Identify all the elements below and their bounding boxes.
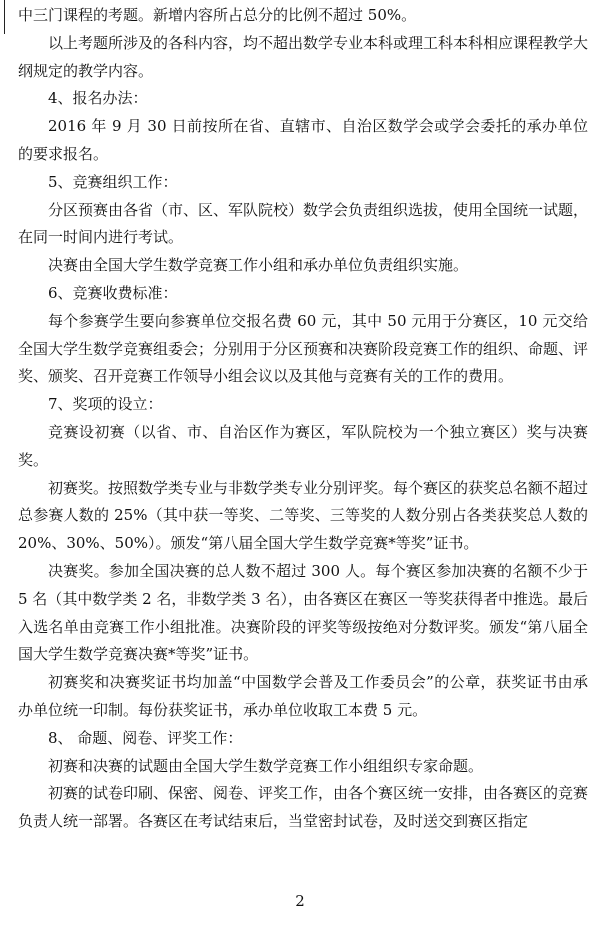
section-heading: 6、竞赛收费标准： (48, 283, 178, 302)
body-text (18, 2, 588, 836)
margin-rule (4, 0, 5, 34)
paragraph: 竞赛设初赛（以省、市、自治区作为赛区，军队院校为一个独立赛区）奖与决赛奖。 (18, 422, 588, 469)
paragraph: 初赛奖和决赛奖证书均加盖“中国数学会普及工作委员会”的公章，获奖证书由承办单位统一印制。每份获奖证书，承办单位收取工本费 5 元。 (18, 673, 588, 719)
paragraph: 2016 年 9 月 30 日前按所在省、直辖市、自治区数学会或学会委托的承办单位的要求报名。 (18, 117, 588, 163)
section-heading: 8、 命题、阅卷、评奖工作： (48, 728, 243, 747)
paragraph: 初赛奖。按照数学类专业与非数学类专业分别评奖。每个赛区的获奖总名额不超过总参赛人数的 25%（其中获一等奖、二等奖、三等奖的人数分别占各类获奖总人数的 20%、30%、50%）。颁发“第八届全国大学生数学竞赛*等奖”证书。 (18, 478, 589, 553)
section-heading: 5、竞赛组织工作： (48, 172, 178, 191)
paragraph: 决赛奖。参加全国决赛的总人数不超过 300 人。每个赛区参加决赛的名额不少于 5 名（其中数学类 2 名，非数学类 3 名），由各赛区在赛区一等奖获得者中推选。最后入选名单由竞赛工作小组批准。决赛阶段的评奖等级按绝对分数评奖。颁发“第八届全国大学生数学竞赛决赛*等奖”证书。 (18, 561, 588, 664)
paragraph: 初赛的试卷印刷、保密、阅卷、评奖工作，由各个赛区统一安排，由各赛区的竞赛负责人统一部署。各赛区在考试结束后，当堂密封试卷，及时送交到赛区指定 (18, 784, 589, 831)
paragraph: 决赛由全国大学生数学竞赛工作小组和承办单位负责组织实施。 (48, 256, 469, 275)
section-heading: 4、报名办法： (48, 89, 148, 108)
paragraph: 每个参赛学生要向参赛单位交报名费 60 元，其中 50 元用于分赛区，10 元交给全国大学生数学竞赛组委会；分别用于分区预赛和决赛阶段竞赛工作的组织、命题、评奖、颁奖、召开竞赛工作领导小组会议以及其他与竞赛有关的工作的费用。 (18, 311, 589, 386)
section-heading: 7、奖项的设立： (48, 395, 163, 414)
paragraph: 分区预赛由各省（市、区、军队院校）数学会负责组织选拔，使用全国统一试题，在同一时间内进行考试。 (18, 200, 589, 247)
page-number: 2 (295, 892, 305, 910)
paragraph: 中三门课程的考题。新增内容所占总分的比例不超过 50%。 (18, 6, 417, 24)
paragraph: 以上考题所涉及的各科内容，均不超出数学专业本科或理工科本科相应课程教学大纲规定的教学内容。 (18, 33, 589, 80)
paragraph: 初赛和决赛的试题由全国大学生数学竞赛工作小组组织专家命题。 (48, 756, 484, 775)
